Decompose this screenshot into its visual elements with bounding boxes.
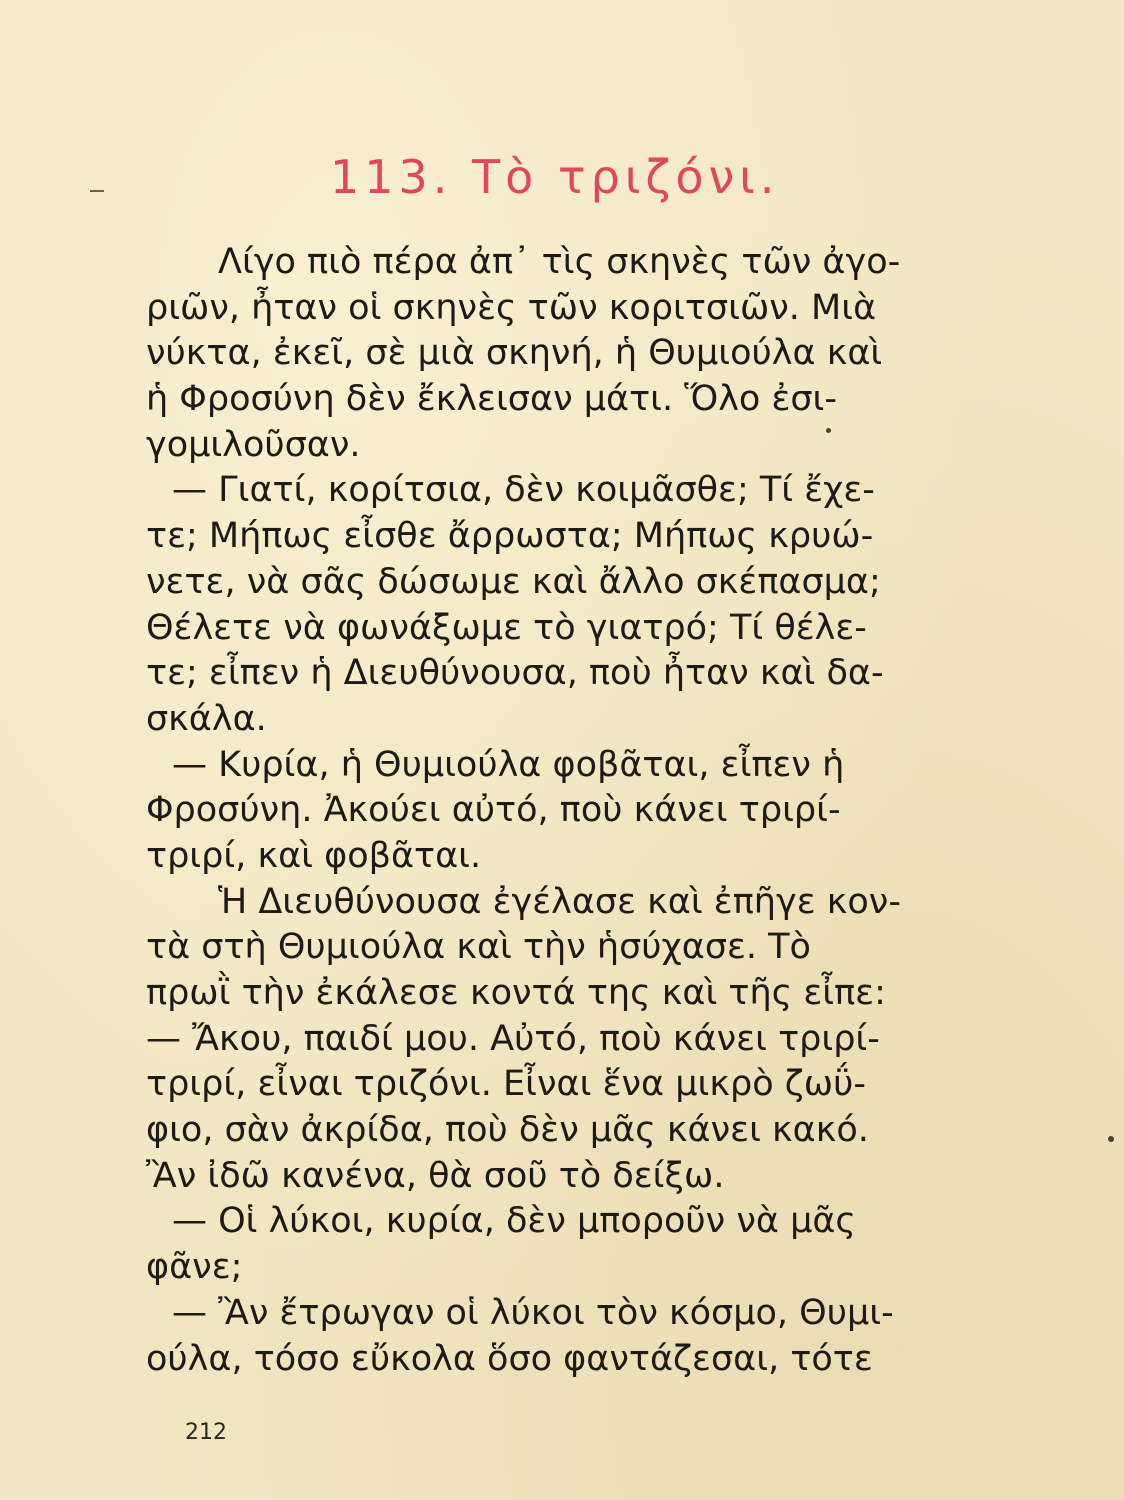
text-line: ούλα, τόσο εὔκολα ὅσο φαντάζεσαι, τότε — [146, 1338, 873, 1379]
text-line: φιο, σὰν ἀκρίδα, ποὺ δὲν μᾶς κάνει κακό. — [146, 1110, 869, 1151]
text-line: σκάλα. — [146, 698, 267, 739]
paper-speck — [1108, 1136, 1114, 1142]
margin-dash-mark — [90, 190, 104, 192]
text-line: τε; Μήπως εἶσθε ἄρρωστα; Μήπως κρυώ- — [146, 516, 874, 557]
text-line: τριρί, εἶναι τριζόνι. Εἶναι ἕνα μικρὸ ζωΰ- — [146, 1064, 866, 1105]
text-line: τριρί, καὶ φοβᾶται. — [146, 835, 482, 876]
text-line: φᾶνε; — [146, 1247, 243, 1288]
text-line: Ἡ Διευθύνουσα ἐγέλασε καὶ ἐπῆγε κον- — [218, 881, 901, 922]
text-line: Λίγο πιὸ πέρα ἀπ᾽ τὶς σκηνὲς τῶν ἀγο- — [218, 242, 901, 282]
text-line: τὰ στὴ Θυμιούλα καὶ τὴν ἡσύχασε. Τὸ — [146, 927, 811, 968]
text-line: — Οἱ λύκοι, κυρία, δὲν μποροῦν νὰ μᾶς — [172, 1201, 856, 1242]
text-line: Φροσύνη. Ἀκούει αὐτό, ποὺ κάνει τριρί- — [146, 790, 841, 831]
body-text — [146, 240, 980, 1382]
text-line: — Ἄκου, παιδί μου. Αὐτό, ποὺ κάνει τριρί- — [146, 1018, 880, 1059]
text-line: — Γιατί, κορίτσια, δὲν κοιμᾶσθε; Τί ἔχε- — [172, 470, 875, 511]
text-line: νύκτα, ἐκεῖ, σὲ μιὰ σκηνή, ἡ Θυμιούλα καὶ — [146, 333, 883, 374]
text-line: ριῶν, ἦταν οἱ σκηνὲς τῶν κοριτσιῶν. Μιὰ — [146, 287, 877, 328]
page-number: 212 — [185, 1420, 227, 1445]
text-line: νετε, νὰ σᾶς δώσωμε καὶ ἄλλο σκέπασμα; — [146, 561, 881, 602]
text-line: γομιλοῦσαν. — [146, 424, 361, 465]
text-line: — Κυρία, ἡ Θυμιούλα φοβᾶται, εἶπεν ἡ — [172, 744, 845, 785]
chapter-title: 113. Τὸ τριζόνι. — [330, 150, 780, 204]
text-line: ἡ Φροσύνη δὲν ἔκλεισαν μάτι. Ὅλο ἐσι- — [146, 379, 838, 420]
text-line: Θέλετε νὰ φωνάξωμε τὸ γιατρό; Τί θέλε- — [146, 607, 867, 648]
text-line: πρωῒ τὴν ἐκάλεσε κοντά της καὶ τῆς εἶπε: — [146, 973, 886, 1013]
text-line: Ἂν ἰδῶ κανένα, θὰ σοῦ τὸ δείξω. — [146, 1155, 725, 1196]
paper-speck — [826, 428, 831, 433]
text-line: τε; εἶπεν ἡ Διευθύνουσα, ποὺ ἦταν καὶ δα- — [146, 653, 884, 694]
text-line: — Ἂν ἔτρωγαν οἱ λύκοι τὸν κόσμο, Θυμι- — [172, 1292, 894, 1333]
